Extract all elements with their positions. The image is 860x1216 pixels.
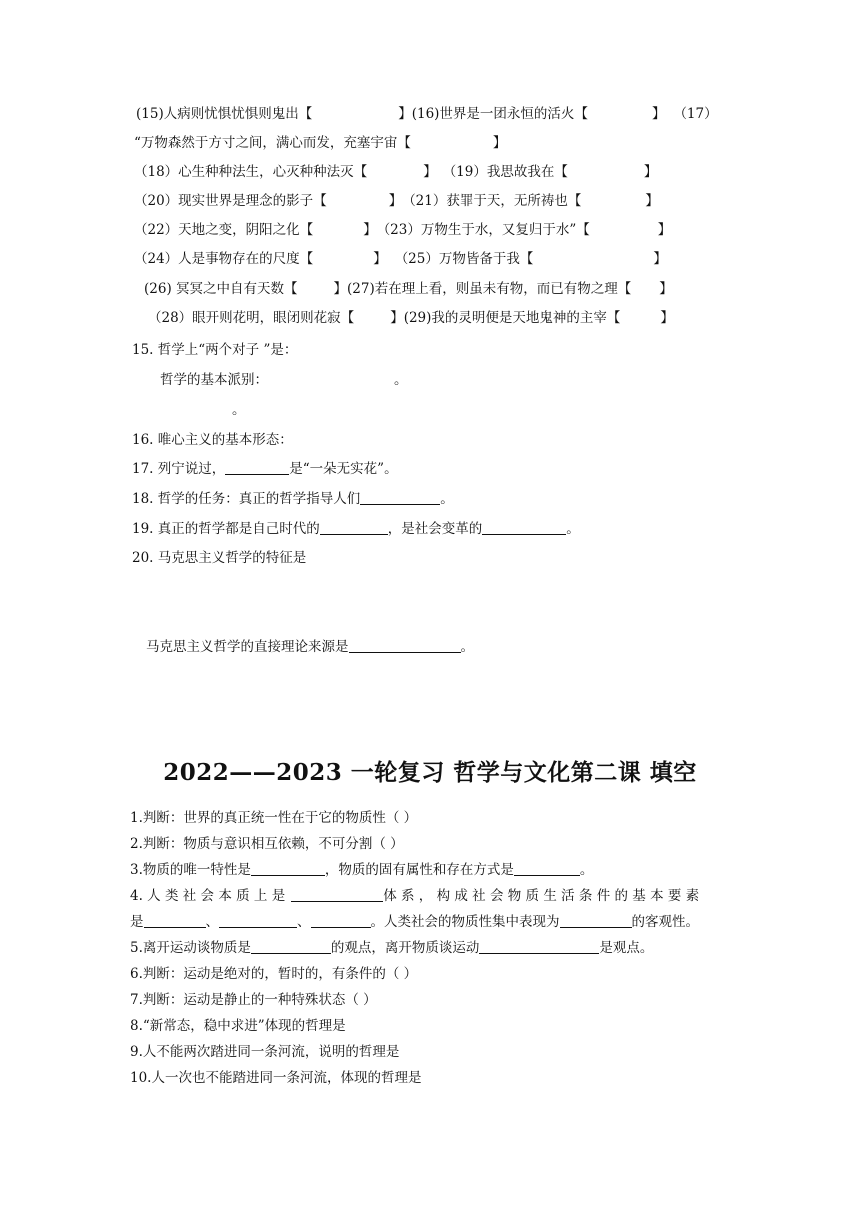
comma: 、 xyxy=(297,914,311,930)
item-15: 15. 哲学上“两个对子 ”是： xyxy=(132,342,298,358)
bracket-open: 【 xyxy=(606,310,621,326)
answer-blank[interactable] xyxy=(560,913,632,928)
item-2-5-prefix: 5.离开运动谈物质是 xyxy=(130,940,251,956)
quote-line-18-19 xyxy=(134,162,657,182)
quote-20: （20）现实世界是理念的影子 xyxy=(134,193,314,209)
answer-blank[interactable] xyxy=(251,861,325,876)
item-19 xyxy=(132,519,580,539)
bracket-close: 】 xyxy=(390,310,404,326)
item-17-prefix: 17. 列宁说过， xyxy=(132,461,226,477)
answer-blank[interactable] xyxy=(219,913,297,928)
item-2-9: 9.人不能两次踏进同一条河流，说明的哲理是 xyxy=(130,1044,400,1060)
bracket-close: 】 xyxy=(653,251,667,267)
quote-line-15-17 xyxy=(136,104,718,124)
item-2-4-collective: 。人类社会的物质性集中表现为 xyxy=(370,914,560,930)
bracket-open: 【 xyxy=(519,251,534,267)
answer-blank[interactable] xyxy=(360,490,440,505)
item-2-3-prefix: 3.物质的唯一特性是 xyxy=(130,862,251,878)
item-2-5 xyxy=(130,938,653,958)
bracket-close: 】 xyxy=(373,251,387,267)
item-20-source-prefix: 马克思主义哲学的直接理论来源是 xyxy=(146,639,349,655)
bracket-close: 】 xyxy=(659,281,673,297)
answer-blank[interactable] xyxy=(291,887,383,902)
item-2-6: 6.判断：运动是绝对的，暂时的，有条件的（ ） xyxy=(130,966,418,982)
bracket-close: 】 xyxy=(333,281,348,297)
bracket-close: 】 xyxy=(643,164,658,180)
answer-blank[interactable] xyxy=(320,520,388,535)
quote-21: （21）获罪于天，无所祷也 xyxy=(402,193,568,209)
item-2-5-middle: 的观点，离开物质谈运动 xyxy=(330,940,480,956)
item-2-4-is: 是 xyxy=(130,914,144,930)
bracket-open: 【 xyxy=(298,106,313,122)
item-15-basic-schools: 哲学的基本派别： xyxy=(160,372,268,388)
answer-blank[interactable] xyxy=(311,913,371,928)
quote-line-22-23 xyxy=(134,220,671,240)
answer-blank[interactable] xyxy=(251,939,331,954)
item-2-4-line1 xyxy=(130,886,699,906)
item-19-middle: ，是社会变革的 xyxy=(387,521,483,537)
bracket-open: 【 xyxy=(313,193,327,209)
item-17 xyxy=(132,459,398,479)
quote-18: （18）心生种种法生，心灭种种法灭 xyxy=(134,164,354,180)
item-20-source-suffix: 。 xyxy=(460,639,474,655)
bracket-open: 【 xyxy=(617,281,632,297)
item-2-4-middle: 体 系 ， 构 成 社 会 物 质 生 活 条 件 的 基 本 要 素 xyxy=(383,888,700,904)
bracket-open: 【 xyxy=(299,222,314,238)
answer-blank[interactable] xyxy=(482,520,566,535)
bracket-open: 【 xyxy=(567,193,582,209)
quote-26: (26) 冥冥之中自有天数 xyxy=(144,281,285,297)
bracket-open: 【 xyxy=(397,135,411,151)
item-2-4-suffix: 的客观性。 xyxy=(631,914,699,930)
quote-line-24-25 xyxy=(134,249,667,269)
item-2-5-suffix: 是观点。 xyxy=(599,940,654,956)
item-15-line3: 。 xyxy=(232,402,246,418)
quote-line-17b xyxy=(134,133,506,153)
item-18 xyxy=(132,489,454,509)
quote-16: (16)世界是一团永恒的活火 xyxy=(411,106,575,122)
quote-27: (27)若在理上看，则虽未有物，而已有物之理 xyxy=(347,281,618,297)
item-2-3-suffix: 。 xyxy=(579,862,594,878)
quote-22: （22）天地之变，阴阳之化 xyxy=(134,222,300,238)
period: 。 xyxy=(394,372,408,388)
item-2-2: 2.判断：物质与意识相互依赖，不可分割（ ） xyxy=(130,836,404,852)
item-2-4-line2 xyxy=(130,912,699,932)
bracket-close: 】 xyxy=(398,106,412,122)
answer-blank[interactable] xyxy=(479,939,599,954)
item-20-source xyxy=(146,637,474,657)
quote-19: （19）我思故我在 xyxy=(442,164,555,180)
item-2-10: 10.人一次也不能踏进同一条河流，体现的哲理是 xyxy=(130,1070,422,1086)
answer-blank[interactable] xyxy=(225,460,289,475)
item-18-prefix: 18. 哲学的任务：真正的哲学指导人们 xyxy=(132,491,361,507)
bracket-close: 】 xyxy=(660,310,674,326)
item-15-line2 xyxy=(160,370,408,390)
quote-line-26-27 xyxy=(144,279,673,299)
section-title: 2022——2023 一轮复习 哲学与文化第二课 填空 xyxy=(163,759,697,786)
item-19-suffix: 。 xyxy=(566,521,580,537)
comma: 、 xyxy=(205,914,219,930)
quote-17-text: “万物森然于方寸之间，满心而发，充塞宇宙 xyxy=(134,135,398,151)
item-19-prefix: 19. 真正的哲学都是自己时代的 xyxy=(132,521,320,537)
quote-line-20-21 xyxy=(134,191,659,211)
answer-blank[interactable] xyxy=(514,861,580,876)
quote-24: （24）人是事物存在的尺度 xyxy=(134,251,300,267)
item-2-3 xyxy=(130,860,593,880)
quote-23: （23）万物生于水，又复归于水” xyxy=(376,222,577,238)
item-2-4-prefix: 4. 人 类 社 会 本 质 上 是 xyxy=(130,888,286,904)
bracket-open: 【 xyxy=(574,106,588,122)
item-2-3-middle: ，物质的固有属性和存在方式是 xyxy=(324,862,514,878)
bracket-open: 【 xyxy=(299,251,314,267)
bracket-close: 】 xyxy=(388,193,403,209)
item-16: 16. 唯心主义的基本形态： xyxy=(132,432,293,448)
item-2-1: 1.判断：世界的真正统一性在于它的物质性（ ） xyxy=(130,810,418,826)
item-18-suffix: 。 xyxy=(440,491,454,507)
bracket-close: 】 xyxy=(423,164,437,180)
bracket-open: 【 xyxy=(340,310,355,326)
quote-29: (29)我的灵明便是天地鬼神的主宰 xyxy=(403,310,607,326)
bracket-close: 】 xyxy=(651,106,666,122)
quote-15: (15)人病则忧惧忧惧则鬼出 xyxy=(136,106,299,122)
item-20: 20. 马克思主义哲学的特征是 xyxy=(132,550,307,566)
bracket-open: 【 xyxy=(554,164,568,180)
quote-25: （25）万物皆备于我 xyxy=(394,251,520,267)
answer-blank[interactable] xyxy=(349,638,461,653)
bracket-close: 】 xyxy=(363,222,377,238)
item-2-8: 8.“新常态，稳中求进”体现的哲理是 xyxy=(130,1018,346,1034)
bracket-close: 】 xyxy=(645,193,659,209)
bracket-open: 【 xyxy=(284,281,298,297)
bracket-close: 】 xyxy=(492,135,507,151)
item-2-7: 7.判断：运动是静止的一种特殊状态（ ） xyxy=(130,992,377,1008)
quote-17: （17） xyxy=(673,106,718,122)
quote-28: （28）眼开则花明，眼闭则花寂 xyxy=(148,310,341,326)
bracket-close: 】 xyxy=(657,222,672,238)
answer-blank[interactable] xyxy=(144,913,206,928)
bracket-open: 【 xyxy=(576,222,590,238)
quote-line-28-29 xyxy=(148,308,674,328)
item-17-suffix: 是“一朵无实花”。 xyxy=(289,461,398,477)
bracket-open: 【 xyxy=(353,164,368,180)
